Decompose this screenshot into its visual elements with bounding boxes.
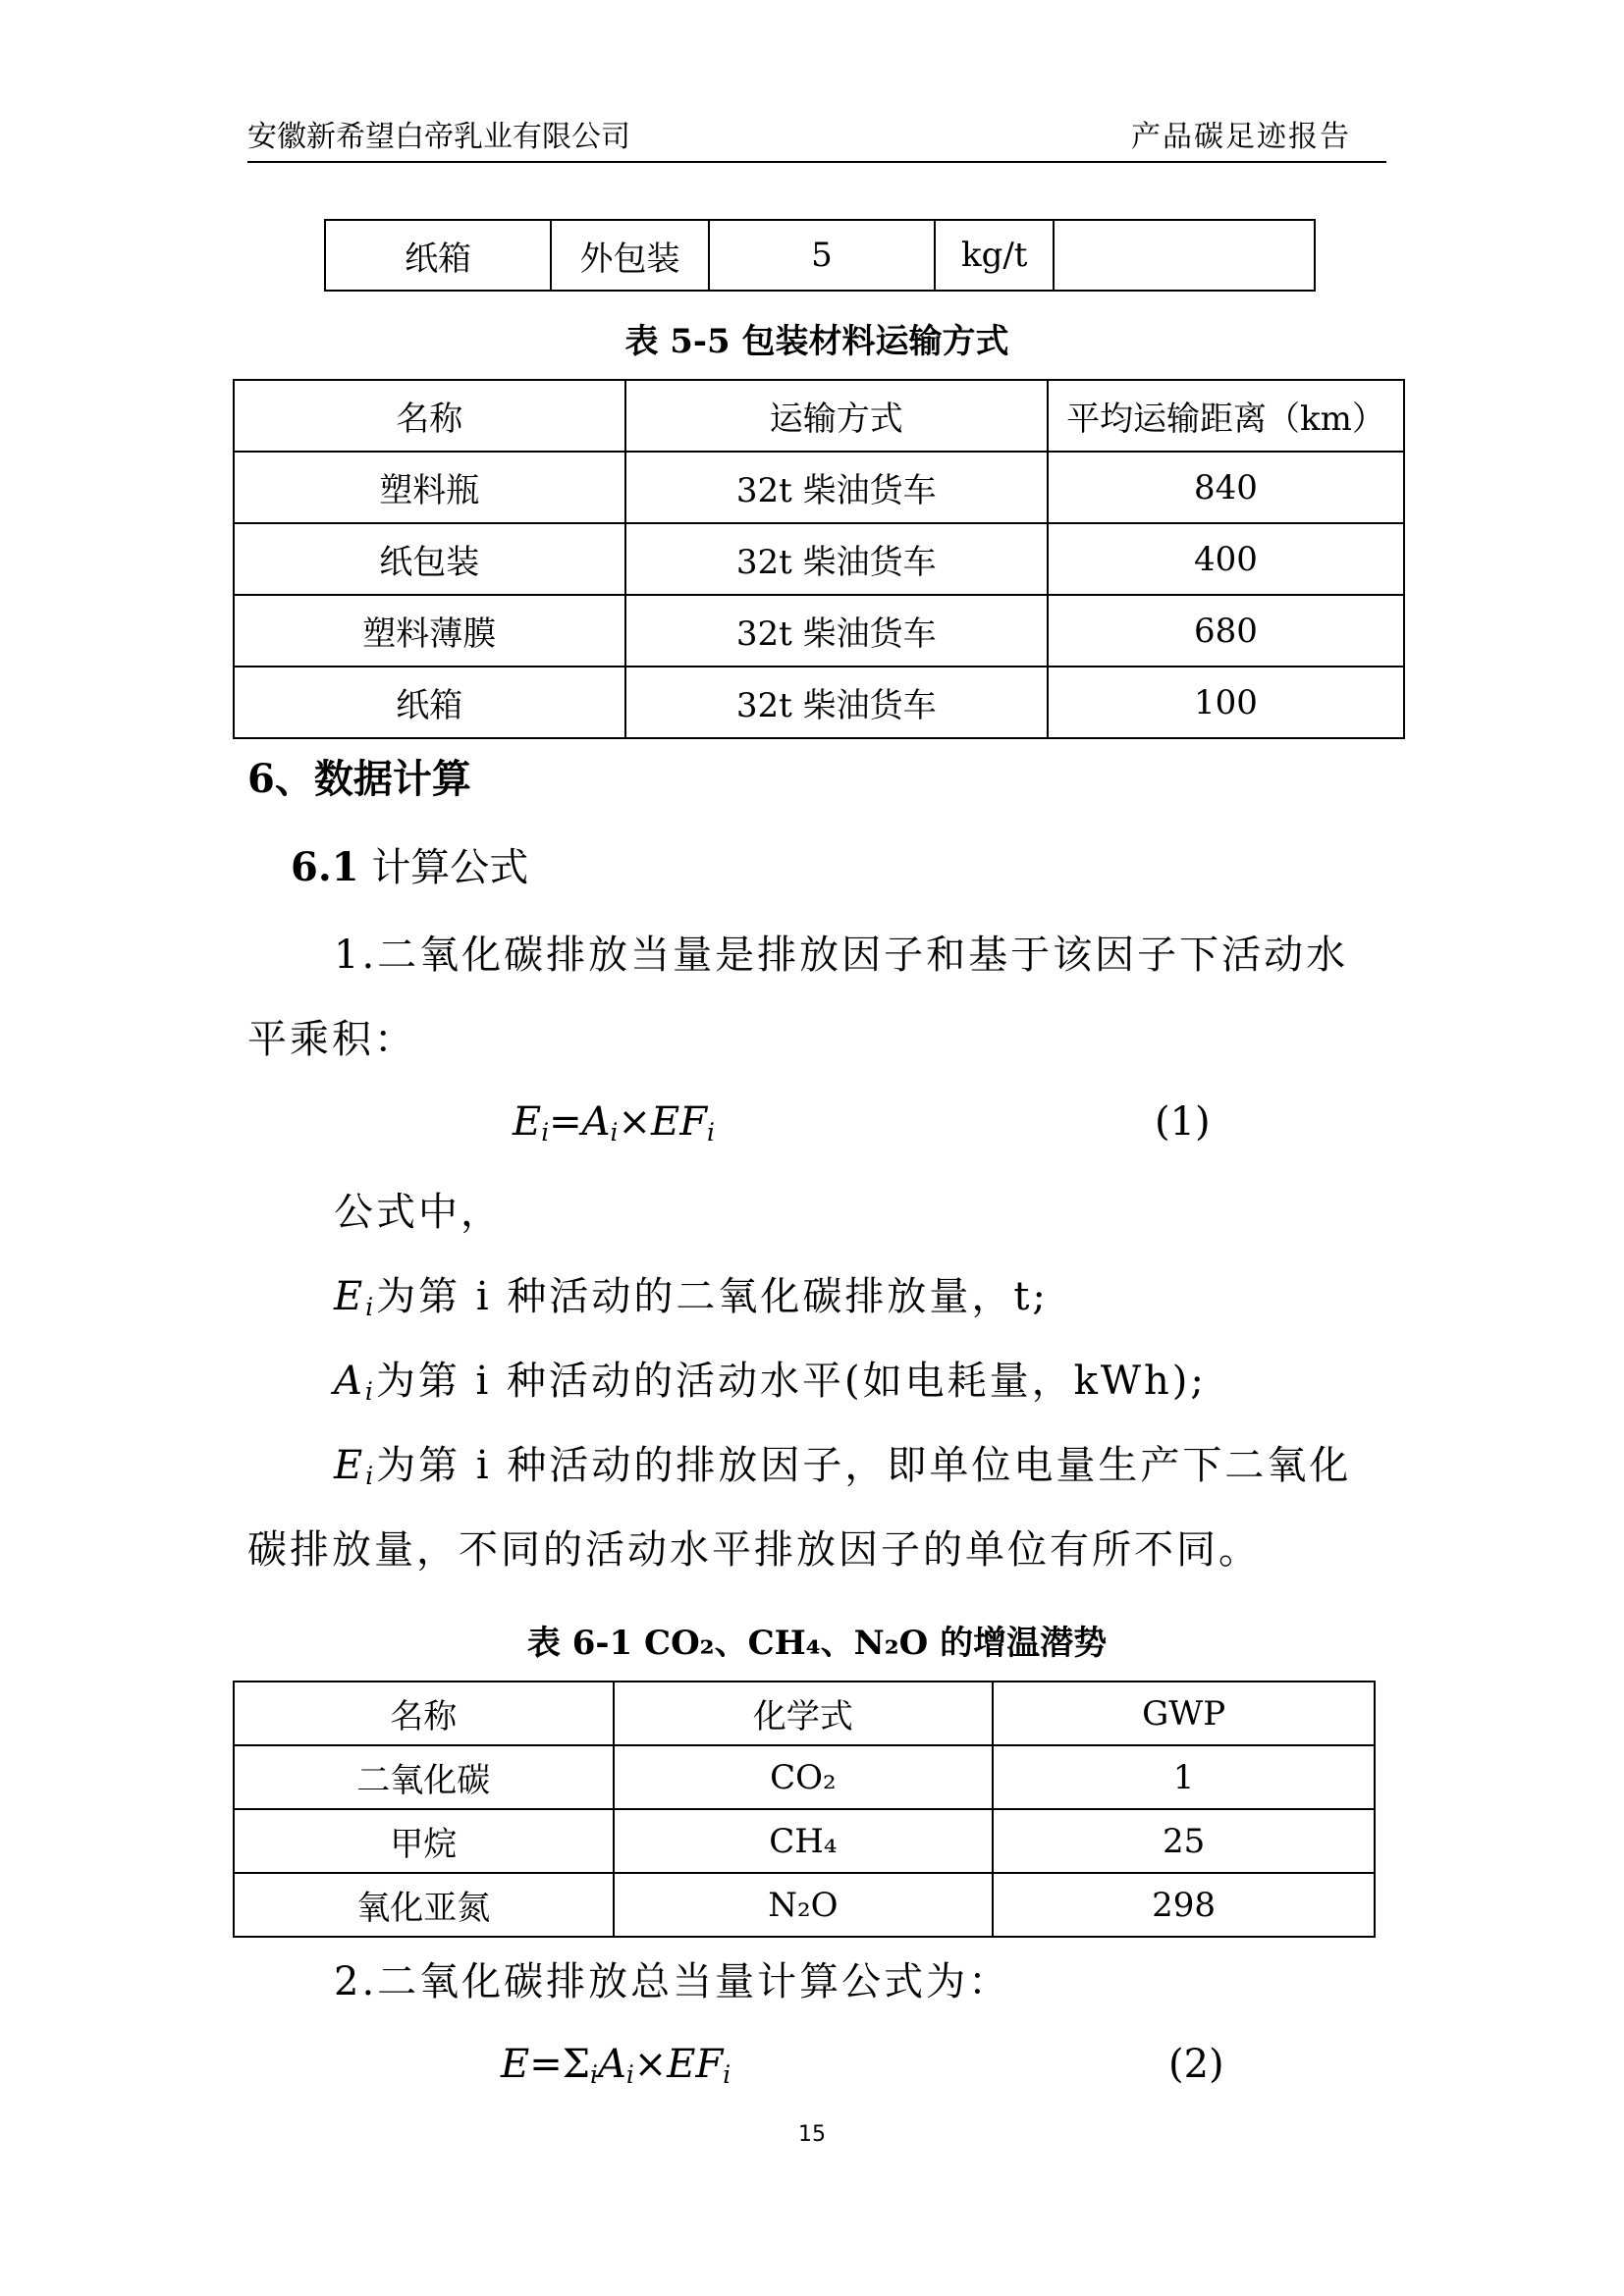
table-cell: 二氧化碳 bbox=[234, 1745, 614, 1809]
subsection-title: 计算公式 bbox=[371, 845, 529, 890]
column-header: 运输方式 bbox=[625, 380, 1048, 452]
table-row bbox=[234, 1745, 1375, 1809]
table-cell: 25 bbox=[993, 1809, 1375, 1873]
paragraph-2: 2.二氧化碳排放总当量计算公式为： bbox=[334, 1959, 1011, 2004]
definition-ef-line-1: $E_i$为第 i 种活动的排放因子，即单位电量生产下二氧化 bbox=[334, 1443, 1352, 1491]
table-cell: 塑料薄膜 bbox=[234, 595, 625, 667]
page-header bbox=[247, 110, 1386, 163]
column-header: GWP bbox=[993, 1682, 1375, 1745]
table-cell: 32t 柴油货车 bbox=[625, 595, 1048, 667]
formula-1-number: (1) bbox=[1155, 1099, 1211, 1145]
table-5-5 bbox=[233, 379, 1405, 739]
table-row bbox=[325, 220, 1315, 291]
formula-2: $E=\Sigma_iA_i\times EF_i$ bbox=[501, 2042, 731, 2090]
table-cell: 纸包装 bbox=[234, 523, 625, 595]
table-cell: 32t 柴油货车 bbox=[625, 667, 1048, 738]
table-row bbox=[234, 595, 1404, 667]
subsection-heading bbox=[291, 836, 528, 892]
definition-e: $E_i$为第 i 种活动的二氧化碳排放量，t; bbox=[334, 1274, 1049, 1322]
table-cell: 32t 柴油货车 bbox=[625, 523, 1048, 595]
table-row bbox=[234, 667, 1404, 738]
table-row bbox=[234, 1809, 1375, 1873]
definition-ef-line-2: 碳排放量，不同的活动水平排放因子的单位有所不同。 bbox=[247, 1527, 1261, 1573]
section-heading: 6、数据计算 bbox=[247, 756, 471, 802]
table-cell: 680 bbox=[1048, 595, 1404, 667]
subsection-number: 6.1 bbox=[291, 844, 359, 890]
table-cell: 塑料瓶 bbox=[234, 452, 625, 523]
where-text: 公式中， bbox=[334, 1190, 503, 1235]
table-row bbox=[234, 452, 1404, 523]
table-cell: 5 bbox=[709, 220, 935, 291]
table-header-row bbox=[234, 1682, 1375, 1745]
table-cell: 甲烷 bbox=[234, 1809, 614, 1873]
table-cell: N₂O bbox=[614, 1873, 994, 1937]
page-number: 15 bbox=[798, 2122, 826, 2147]
definition-a: $A_i$为第 i 种活动的活动水平(如电耗量，kWh); bbox=[334, 1359, 1207, 1407]
continued-table bbox=[324, 219, 1316, 292]
table-cell: 1 bbox=[993, 1745, 1375, 1809]
table-cell: CO₂ bbox=[614, 1745, 994, 1809]
header-report-title: 产品碳足迹报告 bbox=[1131, 120, 1351, 154]
table-cell: 840 bbox=[1048, 452, 1404, 523]
table-cell bbox=[1054, 220, 1315, 291]
column-header: 名称 bbox=[234, 1682, 614, 1745]
table-cell: 纸箱 bbox=[325, 220, 551, 291]
header-company: 安徽新希望白帝乳业有限公司 bbox=[247, 120, 630, 154]
table-cell: CH₄ bbox=[614, 1809, 994, 1873]
table-6-1-caption: 表 6-1 CO₂、CH₄、N₂O 的增温潜势 bbox=[526, 1624, 1108, 1663]
column-header: 平均运输距离（km） bbox=[1048, 380, 1404, 452]
table-cell: 100 bbox=[1048, 667, 1404, 738]
table-row bbox=[234, 1873, 1375, 1937]
formula-2-number: (2) bbox=[1168, 2042, 1224, 2087]
column-header: 化学式 bbox=[614, 1682, 994, 1745]
column-header: 名称 bbox=[234, 380, 625, 452]
table-cell: 纸箱 bbox=[234, 667, 625, 738]
formula-1: $E_i=A_i\times EF_i$ bbox=[513, 1099, 715, 1148]
table-5-5-caption: 表 5-5 包装材料运输方式 bbox=[624, 322, 1009, 361]
table-row bbox=[234, 523, 1404, 595]
table-cell: 外包装 bbox=[551, 220, 709, 291]
paragraph-1-line-1: 1.二氧化碳排放当量是排放因子和基于该因子下活动水 bbox=[334, 933, 1349, 978]
table-cell: 400 bbox=[1048, 523, 1404, 595]
table-header-row bbox=[234, 380, 1404, 452]
table-cell: kg/t bbox=[935, 220, 1055, 291]
table-cell: 32t 柴油货车 bbox=[625, 452, 1048, 523]
paragraph-1-line-2: 平乘积： bbox=[247, 1017, 416, 1062]
table-6-1 bbox=[233, 1681, 1376, 1938]
table-cell: 氧化亚氮 bbox=[234, 1873, 614, 1937]
table-cell: 298 bbox=[993, 1873, 1375, 1937]
